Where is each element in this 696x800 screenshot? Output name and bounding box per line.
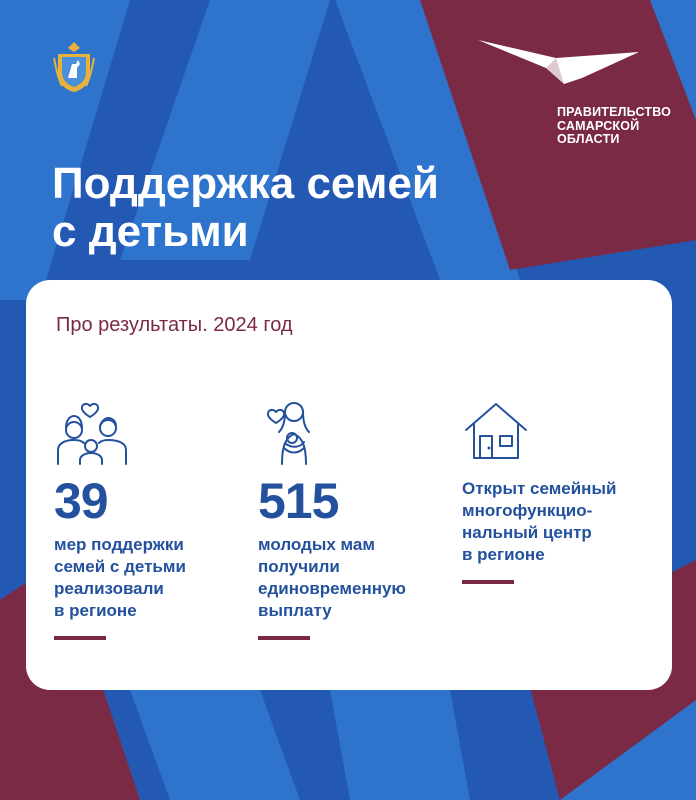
stat-family-center <box>462 398 662 584</box>
stat-support-measures <box>54 398 244 640</box>
house-icon <box>462 398 538 466</box>
stat-text: Открыт семейный многофункцио- нальный центр в регионе <box>462 479 617 564</box>
mother-baby-icon <box>258 398 334 466</box>
stat-text: мер поддержки семей с детьми реализовали в регионе <box>54 535 186 620</box>
government-logo-icon <box>476 38 641 88</box>
stat-value: 515 <box>258 473 339 529</box>
stat-young-mothers <box>258 398 448 640</box>
government-name: ПРАВИТЕЛЬСТВО САМАРСКОЙ ОБЛАСТИ <box>557 105 672 146</box>
stat-text: молодых мам получили единовременную выплату <box>258 535 406 620</box>
accent-divider <box>258 636 310 640</box>
accent-divider <box>462 580 514 584</box>
accent-divider <box>54 636 106 640</box>
stat-value: 39 <box>54 473 108 529</box>
coat-of-arms-icon <box>52 40 96 94</box>
page-title: Поддержка семей с детьми <box>52 159 439 256</box>
results-card <box>26 280 672 690</box>
card-subtitle: Про результаты. 2024 год <box>56 314 293 336</box>
family-icon <box>54 398 130 466</box>
